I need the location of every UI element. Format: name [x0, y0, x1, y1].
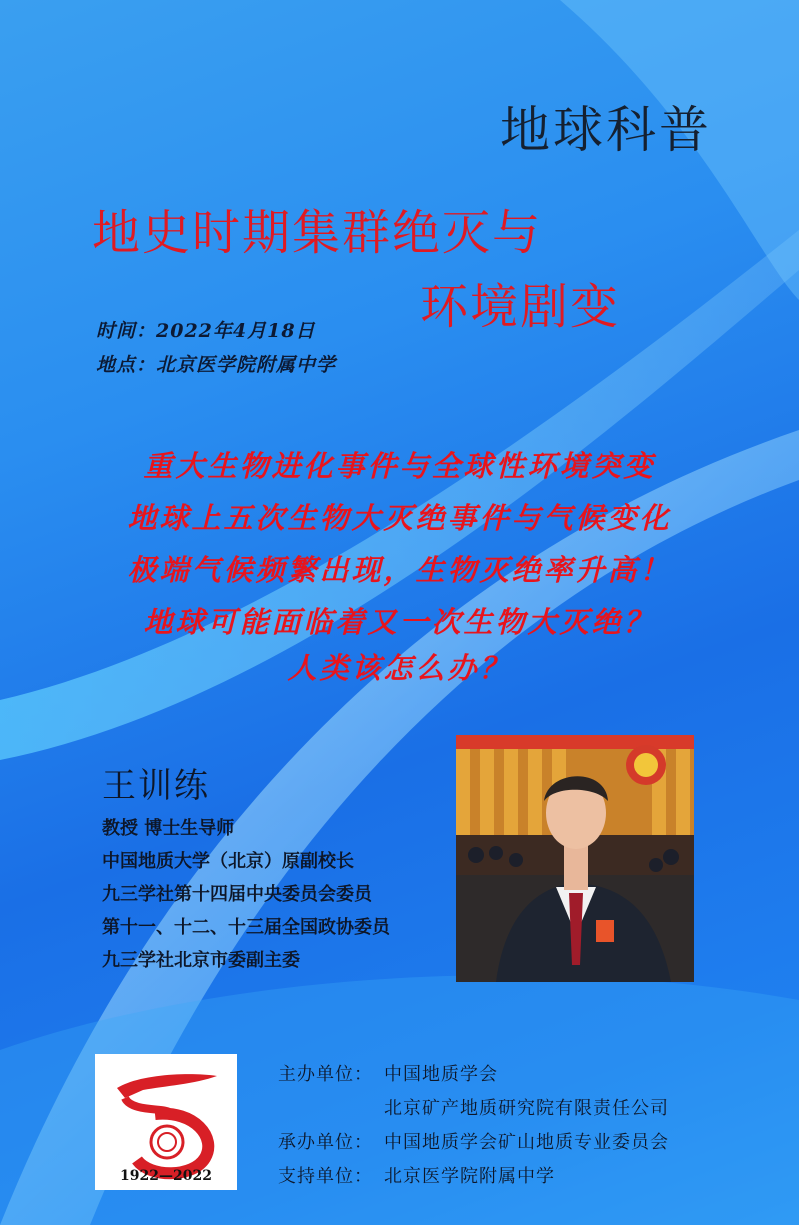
highlight-line: 重大生物进化事件与全球性环境突变 — [143, 449, 656, 483]
highlight-line: 极端气候频繁出现，生物灭绝率升高！ — [127, 553, 672, 587]
host-line — [278, 1060, 498, 1086]
series-title: 地球科普 — [500, 101, 712, 159]
speaker-title: 九三学社第十四届中央委员会委员 — [102, 884, 372, 905]
organizer-label: 承办单位： — [278, 1132, 373, 1153]
main-title-line2: 环境剧变 — [420, 279, 621, 335]
speaker-title: 教授 博士生导师 — [102, 818, 235, 839]
organizer-org: 中国地质学会矿山地质专业委员会 — [384, 1132, 669, 1153]
speaker-name: 王训练 — [102, 766, 210, 806]
support-org: 北京医学院附属中学 — [384, 1166, 555, 1187]
highlight-line: 人类该怎么办？ — [287, 651, 512, 685]
host-org-1: 中国地质学会 — [384, 1064, 498, 1085]
highlights — [0, 440, 799, 692]
speaker-title: 九三学社北京市委副主委 — [102, 950, 300, 971]
speaker-photo — [456, 735, 694, 982]
speaker-title: 第十一、十二、十三届全国政协委员 — [102, 917, 390, 938]
host-label: 主办单位： — [278, 1064, 373, 1085]
highlight-line: 地球可能面临着又一次生物大灭绝？ — [143, 605, 656, 639]
support-line — [278, 1162, 555, 1188]
support-label: 支持单位： — [278, 1166, 373, 1187]
speaker-title: 中国地质大学（北京）原副校长 — [102, 851, 354, 872]
event-place: 地点：北京医学院附属中学 — [96, 354, 337, 376]
event-time: 时间：2022年4月18日 — [96, 320, 316, 342]
host-org-2: 北京矿产地质研究院有限责任公司 — [384, 1098, 669, 1119]
highlight-line: 地球上五次生物大灭绝事件与气候变化 — [127, 501, 672, 535]
speaker-photo-illustration — [456, 735, 694, 982]
organizer-line — [278, 1128, 669, 1154]
logo-years: 1922—2022 — [120, 1168, 212, 1184]
speaker-titles — [102, 812, 390, 977]
anniversary-logo — [95, 1054, 237, 1190]
main-title-line1: 地史时期集群绝灭与 — [92, 205, 543, 261]
